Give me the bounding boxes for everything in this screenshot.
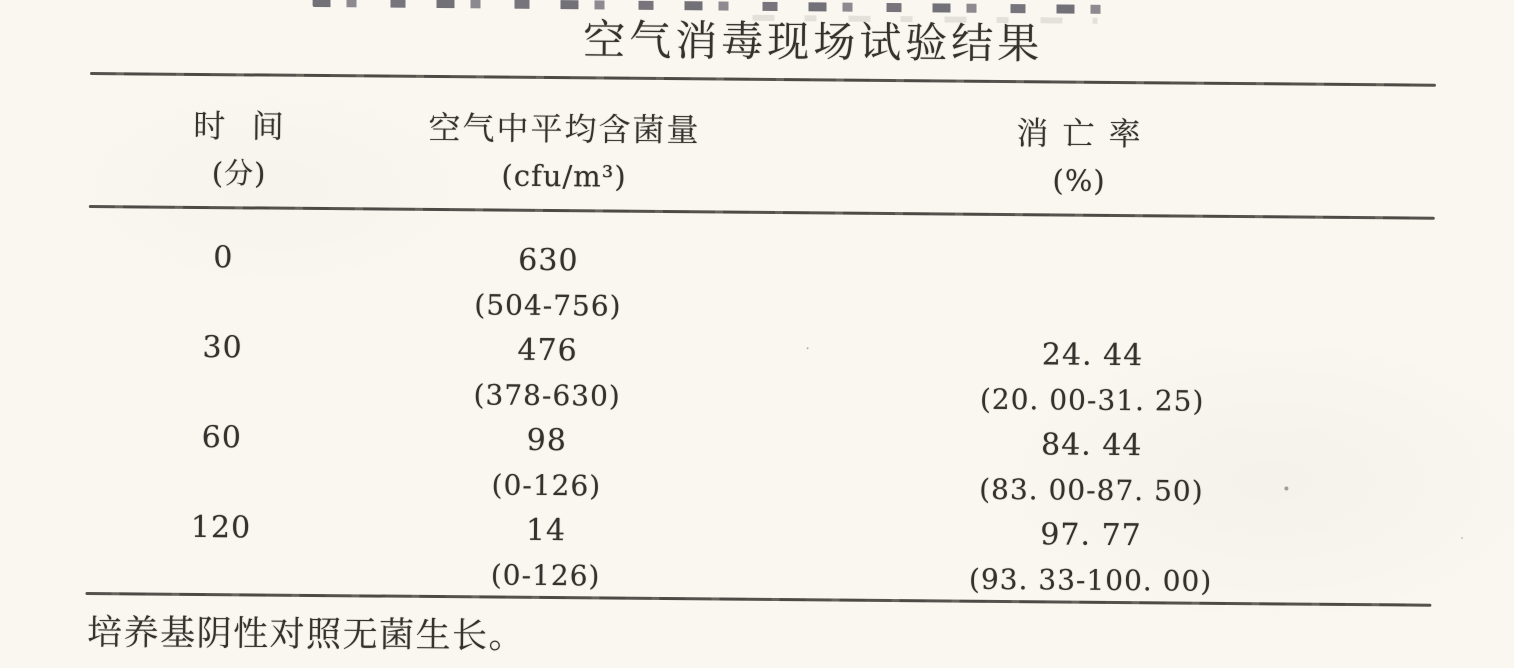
cell-time [87,324,358,416]
cell-time [86,414,357,506]
cell-spacer [737,330,943,422]
kill-rate-range: (83. 00-87. 50) [979,472,1204,508]
kill-rate-range: (20. 00-31. 25) [979,382,1205,418]
cell-avg-cfu [358,236,739,329]
avg-cfu-range: (378-630) [473,378,621,413]
column-header-time-unit: (分) [211,156,267,191]
kill-rate-value: 97. 77 [1040,517,1142,554]
avg-cfu-value: 98 [526,422,568,459]
avg-cfu-range: (0-126) [491,468,602,503]
kill-rate-value: 24. 44 [1041,337,1144,374]
time-value: 0 [213,240,234,276]
time-value: 60 [201,419,243,456]
avg-cfu-value: 630 [518,242,579,279]
table-row [85,504,1432,606]
clipped-text-fragments-top [313,0,1108,14]
cell-kill-rate [942,331,1243,424]
avg-cfu-value: 14 [525,512,567,549]
column-header-kill-rate-unit: (%) [1052,163,1106,198]
cell-kill-rate [943,241,1244,334]
table-footnote: 培养基阴性对照无菌生长。 [86,612,526,657]
cell-time [88,234,359,326]
kill-rate-value: 84. 44 [1040,427,1143,464]
table-row [87,324,1434,426]
column-header-avg-cfu-title: 空气中平均含菌量 [428,108,701,150]
cell-spacer [736,420,942,512]
time-value: 30 [202,329,243,366]
cell-kill-rate [940,511,1241,604]
avg-cfu-range: (0-126) [490,558,601,593]
cell-avg-cfu [357,326,738,419]
kill-rate-value [944,241,1244,244]
cell-time [85,504,356,596]
column-header-time [89,100,390,197]
column-header-avg-cfu [389,103,740,200]
cell-spacer [735,510,941,602]
column-header-avg-cfu-unit: (cfu/m³) [501,158,627,194]
kill-rate-range [944,241,1244,244]
table-title: 空气消毒现场试验结果 [583,15,1044,69]
table-header-rule [89,205,1435,220]
table-body [85,234,1434,606]
scan-specks [1284,486,1288,490]
column-header-kill-rate [919,107,1240,204]
table-row [86,414,1433,516]
table-top-rule [90,72,1436,87]
cell-avg-cfu [356,416,737,509]
avg-cfu-value: 476 [517,332,578,369]
cell-avg-cfu [355,506,736,599]
avg-cfu-range: (504-756) [474,288,622,323]
kill-rate-range: (93. 33-100. 00) [968,562,1213,598]
table-row [88,234,1435,336]
column-header-time-title: 时 间 [193,106,286,146]
time-value: 120 [190,509,252,546]
cell-kill-rate [941,421,1242,514]
cell-spacer [738,240,944,332]
column-header-kill-rate-title: 消 亡 率 [1016,114,1143,154]
